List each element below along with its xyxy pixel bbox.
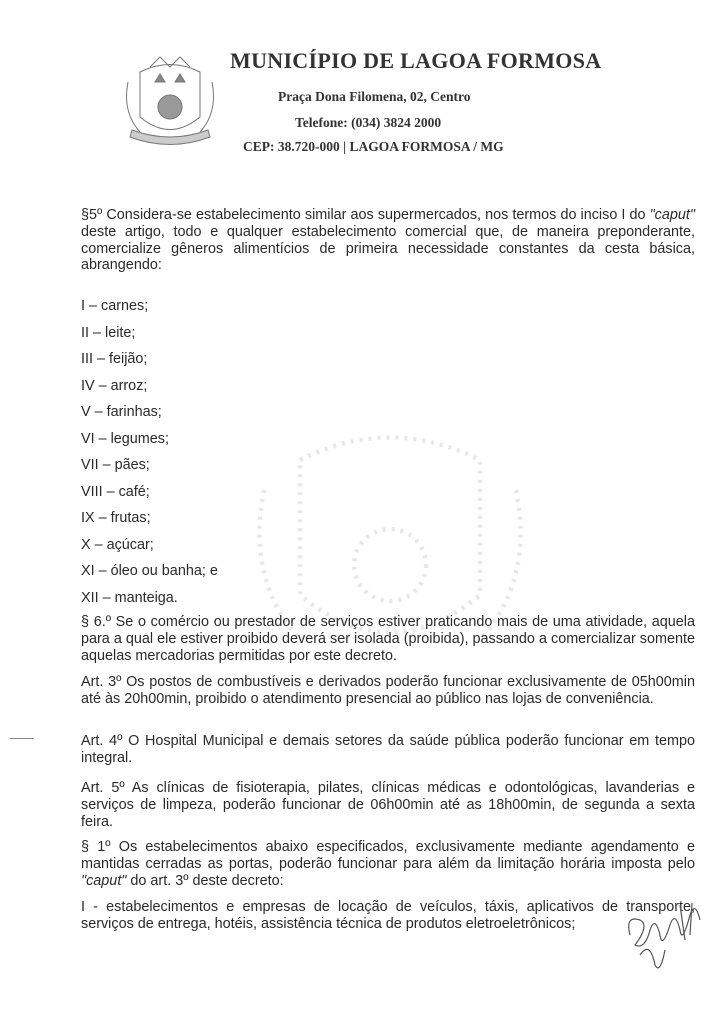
paragraph-1: § 1º Os estabelecimentos abaixo especificados, exclusivamente mediante agendamento e mantidas cerradas as portas, poderão funcionar para além da limitação horária imposta pelo "caput" do art. 3º deste decreto: <box>81 839 695 889</box>
address: Praça Dona Filomena, 02, Centro <box>278 89 471 104</box>
margin-mark <box>10 738 34 739</box>
list-item: VI – legumes; <box>81 431 169 447</box>
list-item: XI – óleo ou banha; e <box>81 563 218 579</box>
list-item: VIII – café; <box>81 484 150 500</box>
phone: Telefone: (034) 3824 2000 <box>295 115 442 130</box>
list-item: XII – manteiga. <box>81 590 178 606</box>
list-item: III – feijão; <box>81 351 148 367</box>
list-item: IX – frutas; <box>81 510 151 526</box>
municipal-crest-logo <box>120 52 220 157</box>
list-item: IV – arroz; <box>81 378 148 394</box>
paragraph-6: § 6.º Se o comércio ou prestador de serviços estiver praticando mais de uma atividade, aquela para a qual ele estiver proibido deverá ser isolada (proibida), passando a comercializar somente aquelas mercadorias permitidas por este decreto. <box>81 614 695 664</box>
municipality-title: MUNICÍPIO DE LAGOA FORMOSA <box>230 48 602 73</box>
article-3: Art. 3º Os postos de combustíveis e derivados poderão funcionar exclusivamente de 05h00min até às 20h00min, proibido o atendimento presencial ao público nas lojas de conveniência. <box>81 674 695 707</box>
article-4: Art. 4º O Hospital Municipal e demais setores da saúde pública poderão funcionar em tempo integral. <box>81 733 695 766</box>
list-item: V – farinhas; <box>81 404 162 420</box>
list-item: I – carnes; <box>81 298 149 314</box>
item-i: I - estabelecimentos e empresas de locação de veículos, táxis, aplicativos de transporte, serviços de entrega, hotéis, assistência técnica de produtos eletroeletrônicos; <box>81 899 695 932</box>
handwritten-signature <box>620 895 710 980</box>
list-item: X – açúcar; <box>81 537 154 553</box>
paragraph-5: §5º Considera-se estabelecimento similar aos supermercados, nos termos do inciso I do "caput" deste artigo, todo e qualquer estabelecimento comercial que, de maneira preponderante, comercialize gêneros alimentícios de primeira necessidade constantes da cesta básica, abrangendo: <box>81 207 695 274</box>
list-item: VII – pães; <box>81 457 150 473</box>
cep-city: CEP: 38.720-000 | LAGOA FORMOSA / MG <box>243 139 504 154</box>
list-item: II – leite; <box>81 325 136 341</box>
article-5: Art. 5º As clínicas de fisioterapia, pilates, clínicas médicas e odontológicas, lavanderias e serviços de limpeza, poderão funcionar de 06h00min até as 18h00min, de segunda a sexta feira. <box>81 780 695 830</box>
